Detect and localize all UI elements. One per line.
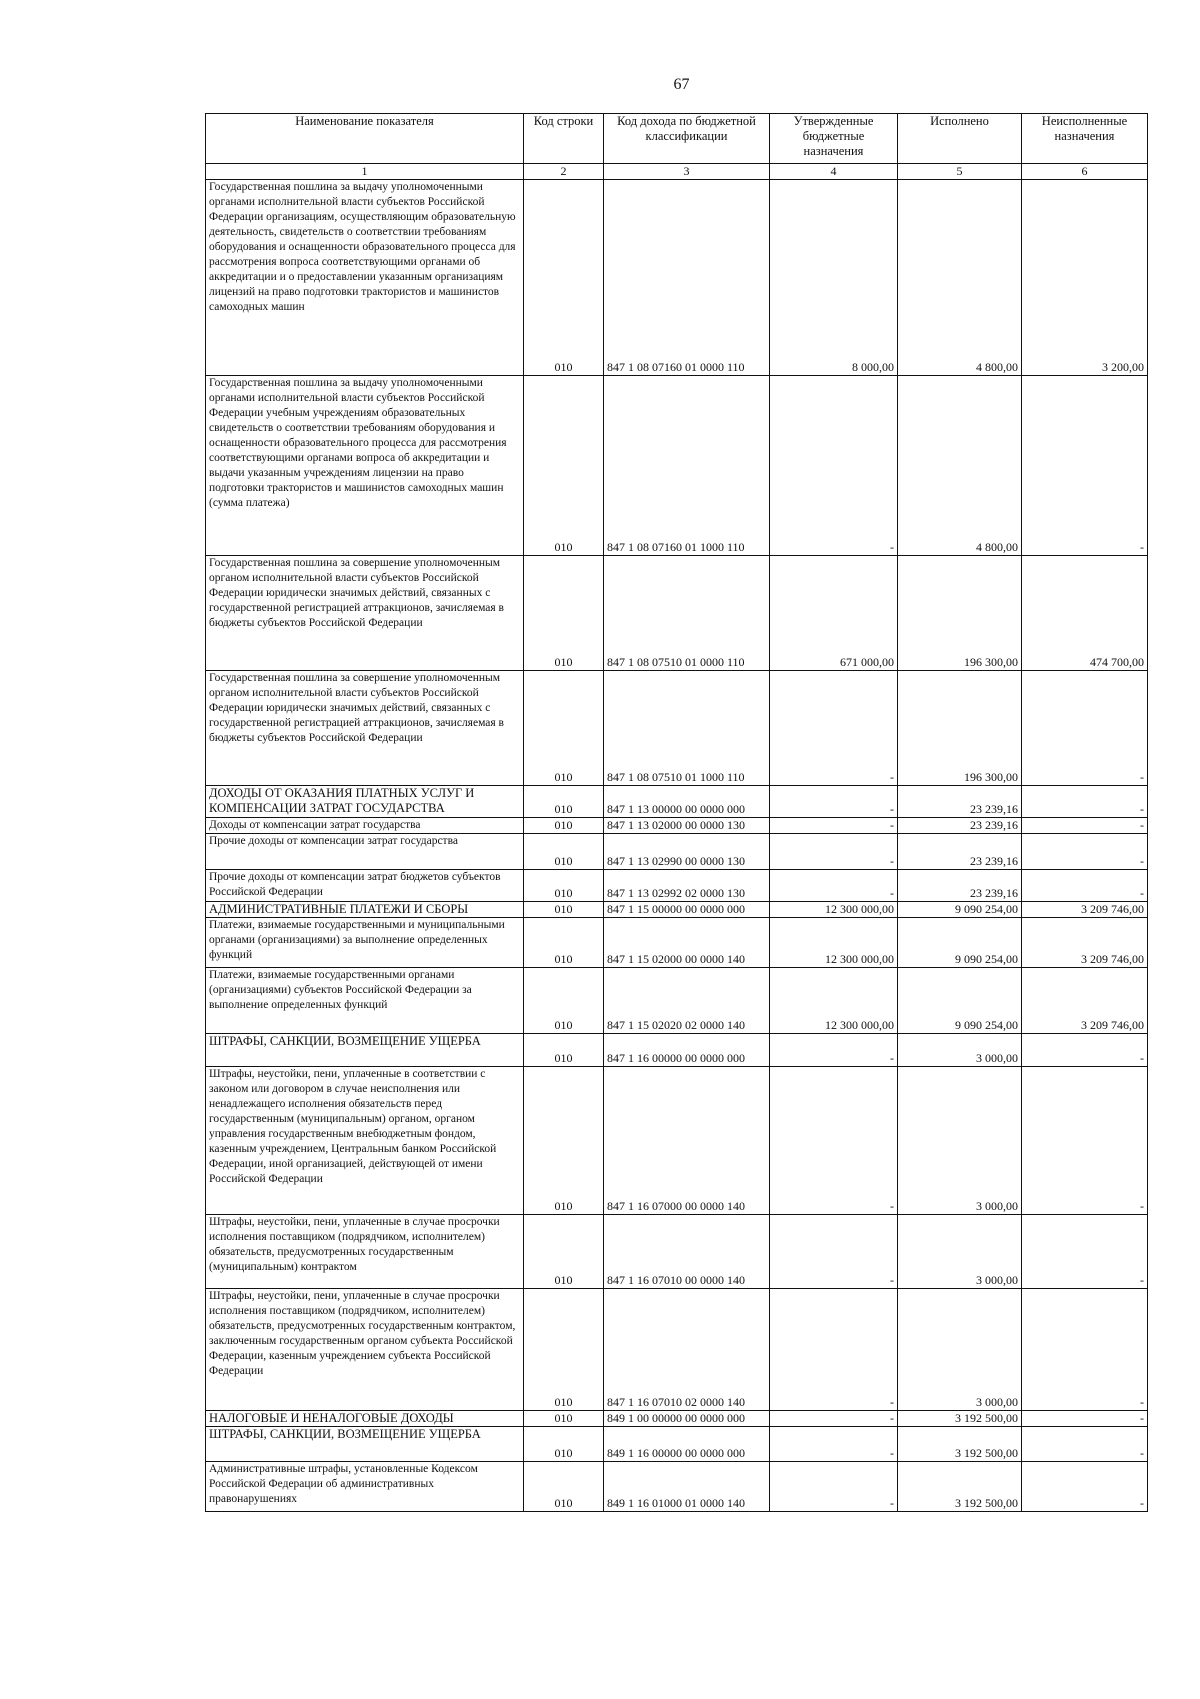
approved-amount: - (770, 1067, 898, 1215)
table-row (206, 902, 1148, 918)
column-number: 5 (898, 164, 1022, 180)
executed-amount: 3 000,00 (898, 1215, 1022, 1289)
income-code: 849 1 16 01000 01 0000 140 (604, 1462, 770, 1512)
unexecuted-amount: - (1022, 376, 1148, 556)
indicator-name: Государственная пошлина за выдачу уполномоченными органами исполнительной власти субъектов Российской Федерации организациям, осуществляющим образовательную деятельность, свидетельств о соответствии требованиям оборудования и оснащенности образовательного процесса для рассмотрения вопроса соответствующими органами об аккредитации и о предоставлении указанным организациям лицензий на право подготовки трактористов и машинистов самоходных машин (206, 180, 524, 376)
executed-amount: 9 090 254,00 (898, 902, 1022, 918)
approved-amount: - (770, 834, 898, 870)
executed-amount: 9 090 254,00 (898, 918, 1022, 968)
table-row (206, 671, 1148, 786)
unexecuted-amount: 3 209 746,00 (1022, 902, 1148, 918)
executed-amount: 23 239,16 (898, 870, 1022, 902)
approved-amount: - (770, 671, 898, 786)
table-row (206, 1462, 1148, 1512)
column-number: 3 (604, 164, 770, 180)
executed-amount: 3 192 500,00 (898, 1427, 1022, 1462)
table-row (206, 786, 1148, 818)
line-code: 010 (524, 1411, 604, 1427)
approved-amount: - (770, 1289, 898, 1411)
column-header-unexecuted: Неисполненные назначения (1022, 114, 1148, 164)
column-header-executed: Исполнено (898, 114, 1022, 164)
table-row (206, 918, 1148, 968)
line-code: 010 (524, 1462, 604, 1512)
line-code: 010 (524, 968, 604, 1034)
table-row (206, 870, 1148, 902)
income-code: 847 1 08 07510 01 1000 110 (604, 671, 770, 786)
approved-amount: - (770, 376, 898, 556)
line-code: 010 (524, 376, 604, 556)
column-number: 6 (1022, 164, 1148, 180)
indicator-name: Прочие доходы от компенсации затрат бюджетов субъектов Российской Федерации (206, 870, 524, 902)
indicator-name: Штрафы, неустойки, пени, уплаченные в случае просрочки исполнения поставщиком (подрядчиком, исполнителем) обязательств, предусмотренных государственным (муниципальным) контрактом (206, 1215, 524, 1289)
income-code: 847 1 16 00000 00 0000 000 (604, 1034, 770, 1067)
column-number: 4 (770, 164, 898, 180)
executed-amount: 3 000,00 (898, 1289, 1022, 1411)
unexecuted-amount: - (1022, 786, 1148, 818)
table-row (206, 180, 1148, 376)
indicator-name: Государственная пошлина за выдачу уполномоченными органами исполнительной власти субъектов Российской Федерации учебным учреждениям образовательных свидетельств о соответствии требованиям оборудования и оснащенности образовательного процесса для рассмотрения соответствующими органами вопроса об аккредитации и выдачи указанным учреждениям лицензии на право подготовки трактористов и машинистов самоходных машин (сумма платежа) (206, 376, 524, 556)
indicator-name: ШТРАФЫ, САНКЦИИ, ВОЗМЕЩЕНИЕ УЩЕРБА (206, 1427, 524, 1462)
income-code: 847 1 08 07510 01 0000 110 (604, 556, 770, 671)
indicator-name: Административные штрафы, установленные Кодексом Российской Федерации об административных правонарушениях (206, 1462, 524, 1512)
approved-amount: - (770, 1215, 898, 1289)
line-code: 010 (524, 180, 604, 376)
executed-amount: 23 239,16 (898, 786, 1022, 818)
unexecuted-amount: 3 200,00 (1022, 180, 1148, 376)
unexecuted-amount: - (1022, 1411, 1148, 1427)
column-number: 2 (524, 164, 604, 180)
executed-amount: 196 300,00 (898, 671, 1022, 786)
approved-amount: - (770, 1411, 898, 1427)
line-code: 010 (524, 1067, 604, 1215)
indicator-name: Штрафы, неустойки, пени, уплаченные в случае просрочки исполнения поставщиком (подрядчиком, исполнителем) обязательств, предусмотренных государственным контрактом, заключенным государственным органом субъекта Российской Федерации, казенным учреждением субъекта Российской Федерации (206, 1289, 524, 1411)
approved-amount: 671 000,00 (770, 556, 898, 671)
income-code: 847 1 16 07010 02 0000 140 (604, 1289, 770, 1411)
income-report-table (205, 113, 1148, 1512)
unexecuted-amount: - (1022, 818, 1148, 834)
income-code: 847 1 08 07160 01 0000 110 (604, 180, 770, 376)
table-row (206, 1034, 1148, 1067)
unexecuted-amount: 474 700,00 (1022, 556, 1148, 671)
table-row (206, 1067, 1148, 1215)
income-code: 847 1 08 07160 01 1000 110 (604, 376, 770, 556)
table-row (206, 1289, 1148, 1411)
line-code: 010 (524, 1215, 604, 1289)
line-code: 010 (524, 834, 604, 870)
income-code: 847 1 15 02000 00 0000 140 (604, 918, 770, 968)
indicator-name: Штрафы, неустойки, пени, уплаченные в соответствии с законом или договором в случае неисполнения или ненадлежащего исполнения обязательств перед государственным (муниципальным) органом, органом управления государственным внебюджетным фондом, казенным учреждением, Центральным банком Российской Федерации, иной организацией, действующей от имени Российской Федерации (206, 1067, 524, 1215)
line-code: 010 (524, 1289, 604, 1411)
approved-amount: 12 300 000,00 (770, 918, 898, 968)
indicator-name: ДОХОДЫ ОТ ОКАЗАНИЯ ПЛАТНЫХ УСЛУГ И КОМПЕНСАЦИИ ЗАТРАТ ГОСУДАРСТВА (206, 786, 524, 818)
executed-amount: 3 000,00 (898, 1067, 1022, 1215)
line-code: 010 (524, 818, 604, 834)
income-code: 847 1 13 02000 00 0000 130 (604, 818, 770, 834)
table-row (206, 968, 1148, 1034)
indicator-name: Государственная пошлина за совершение уполномоченным органом исполнительной власти субъектов Российской Федерации юридически значимых действий, связанных с государственной регистрацией аттракционов, зачисляемая в бюджеты субъектов Российской Федерации (206, 556, 524, 671)
line-code: 010 (524, 786, 604, 818)
indicator-name: АДМИНИСТРАТИВНЫЕ ПЛАТЕЖИ И СБОРЫ (206, 902, 524, 918)
approved-amount: 12 300 000,00 (770, 902, 898, 918)
table-row (206, 1427, 1148, 1462)
approved-amount: - (770, 818, 898, 834)
executed-amount: 23 239,16 (898, 834, 1022, 870)
unexecuted-amount: - (1022, 1289, 1148, 1411)
line-code: 010 (524, 1427, 604, 1462)
income-code: 847 1 15 00000 00 0000 000 (604, 902, 770, 918)
approved-amount: - (770, 786, 898, 818)
unexecuted-amount: - (1022, 1462, 1148, 1512)
column-number: 1 (206, 164, 524, 180)
line-code: 010 (524, 902, 604, 918)
unexecuted-amount: - (1022, 834, 1148, 870)
approved-amount: - (770, 1427, 898, 1462)
unexecuted-amount: 3 209 746,00 (1022, 918, 1148, 968)
income-code: 849 1 00 00000 00 0000 000 (604, 1411, 770, 1427)
unexecuted-amount: - (1022, 1067, 1148, 1215)
executed-amount: 4 800,00 (898, 376, 1022, 556)
executed-amount: 3 000,00 (898, 1034, 1022, 1067)
table-row (206, 834, 1148, 870)
line-code: 010 (524, 1034, 604, 1067)
executed-amount: 4 800,00 (898, 180, 1022, 376)
header-row (206, 114, 1148, 164)
approved-amount: - (770, 1034, 898, 1067)
income-code: 847 1 16 07010 00 0000 140 (604, 1215, 770, 1289)
indicator-name: Платежи, взимаемые государственными органами (организациями) субъектов Российской Федерации за выполнение определенных функций (206, 968, 524, 1034)
executed-amount: 3 192 500,00 (898, 1462, 1022, 1512)
approved-amount: - (770, 870, 898, 902)
income-code: 849 1 16 00000 00 0000 000 (604, 1427, 770, 1462)
indicator-name: НАЛОГОВЫЕ И НЕНАЛОГОВЫЕ ДОХОДЫ (206, 1411, 524, 1427)
unexecuted-amount: - (1022, 870, 1148, 902)
executed-amount: 23 239,16 (898, 818, 1022, 834)
income-code: 847 1 13 02990 00 0000 130 (604, 834, 770, 870)
column-number-row (206, 164, 1148, 180)
column-header-indicator-name: Наименование показателя (206, 114, 524, 164)
table-row (206, 1215, 1148, 1289)
table-row (206, 818, 1148, 834)
approved-amount: 12 300 000,00 (770, 968, 898, 1034)
indicator-name: Платежи, взимаемые государственными и муниципальными органами (организациями) за выполнение определенных функций (206, 918, 524, 968)
indicator-name: Прочие доходы от компенсации затрат государства (206, 834, 524, 870)
column-header-line-code: Код строки (524, 114, 604, 164)
line-code: 010 (524, 556, 604, 671)
table-row (206, 556, 1148, 671)
column-header-approved: Утвержденные бюджетные назначения (770, 114, 898, 164)
executed-amount: 196 300,00 (898, 556, 1022, 671)
executed-amount: 9 090 254,00 (898, 968, 1022, 1034)
line-code: 010 (524, 870, 604, 902)
income-code: 847 1 15 02020 02 0000 140 (604, 968, 770, 1034)
line-code: 010 (524, 918, 604, 968)
unexecuted-amount: - (1022, 671, 1148, 786)
line-code: 010 (524, 671, 604, 786)
unexecuted-amount: 3 209 746,00 (1022, 968, 1148, 1034)
indicator-name: Государственная пошлина за совершение уполномоченным органом исполнительной власти субъектов Российской Федерации юридически значимых действий, связанных с государственной регистрацией аттракционов, зачисляемая в бюджеты субъектов Российской Федерации (206, 671, 524, 786)
income-code: 847 1 13 00000 00 0000 000 (604, 786, 770, 818)
page-number: 67 (673, 76, 690, 93)
approved-amount: - (770, 1462, 898, 1512)
unexecuted-amount: - (1022, 1034, 1148, 1067)
indicator-name: ШТРАФЫ, САНКЦИИ, ВОЗМЕЩЕНИЕ УЩЕРБА (206, 1034, 524, 1067)
unexecuted-amount: - (1022, 1427, 1148, 1462)
income-code: 847 1 13 02992 02 0000 130 (604, 870, 770, 902)
approved-amount: 8 000,00 (770, 180, 898, 376)
indicator-name: Доходы от компенсации затрат государства (206, 818, 524, 834)
unexecuted-amount: - (1022, 1215, 1148, 1289)
table-row (206, 376, 1148, 556)
executed-amount: 3 192 500,00 (898, 1411, 1022, 1427)
table-row (206, 1411, 1148, 1427)
column-header-income-code: Код дохода по бюджетной классификации (604, 114, 770, 164)
income-code: 847 1 16 07000 00 0000 140 (604, 1067, 770, 1215)
